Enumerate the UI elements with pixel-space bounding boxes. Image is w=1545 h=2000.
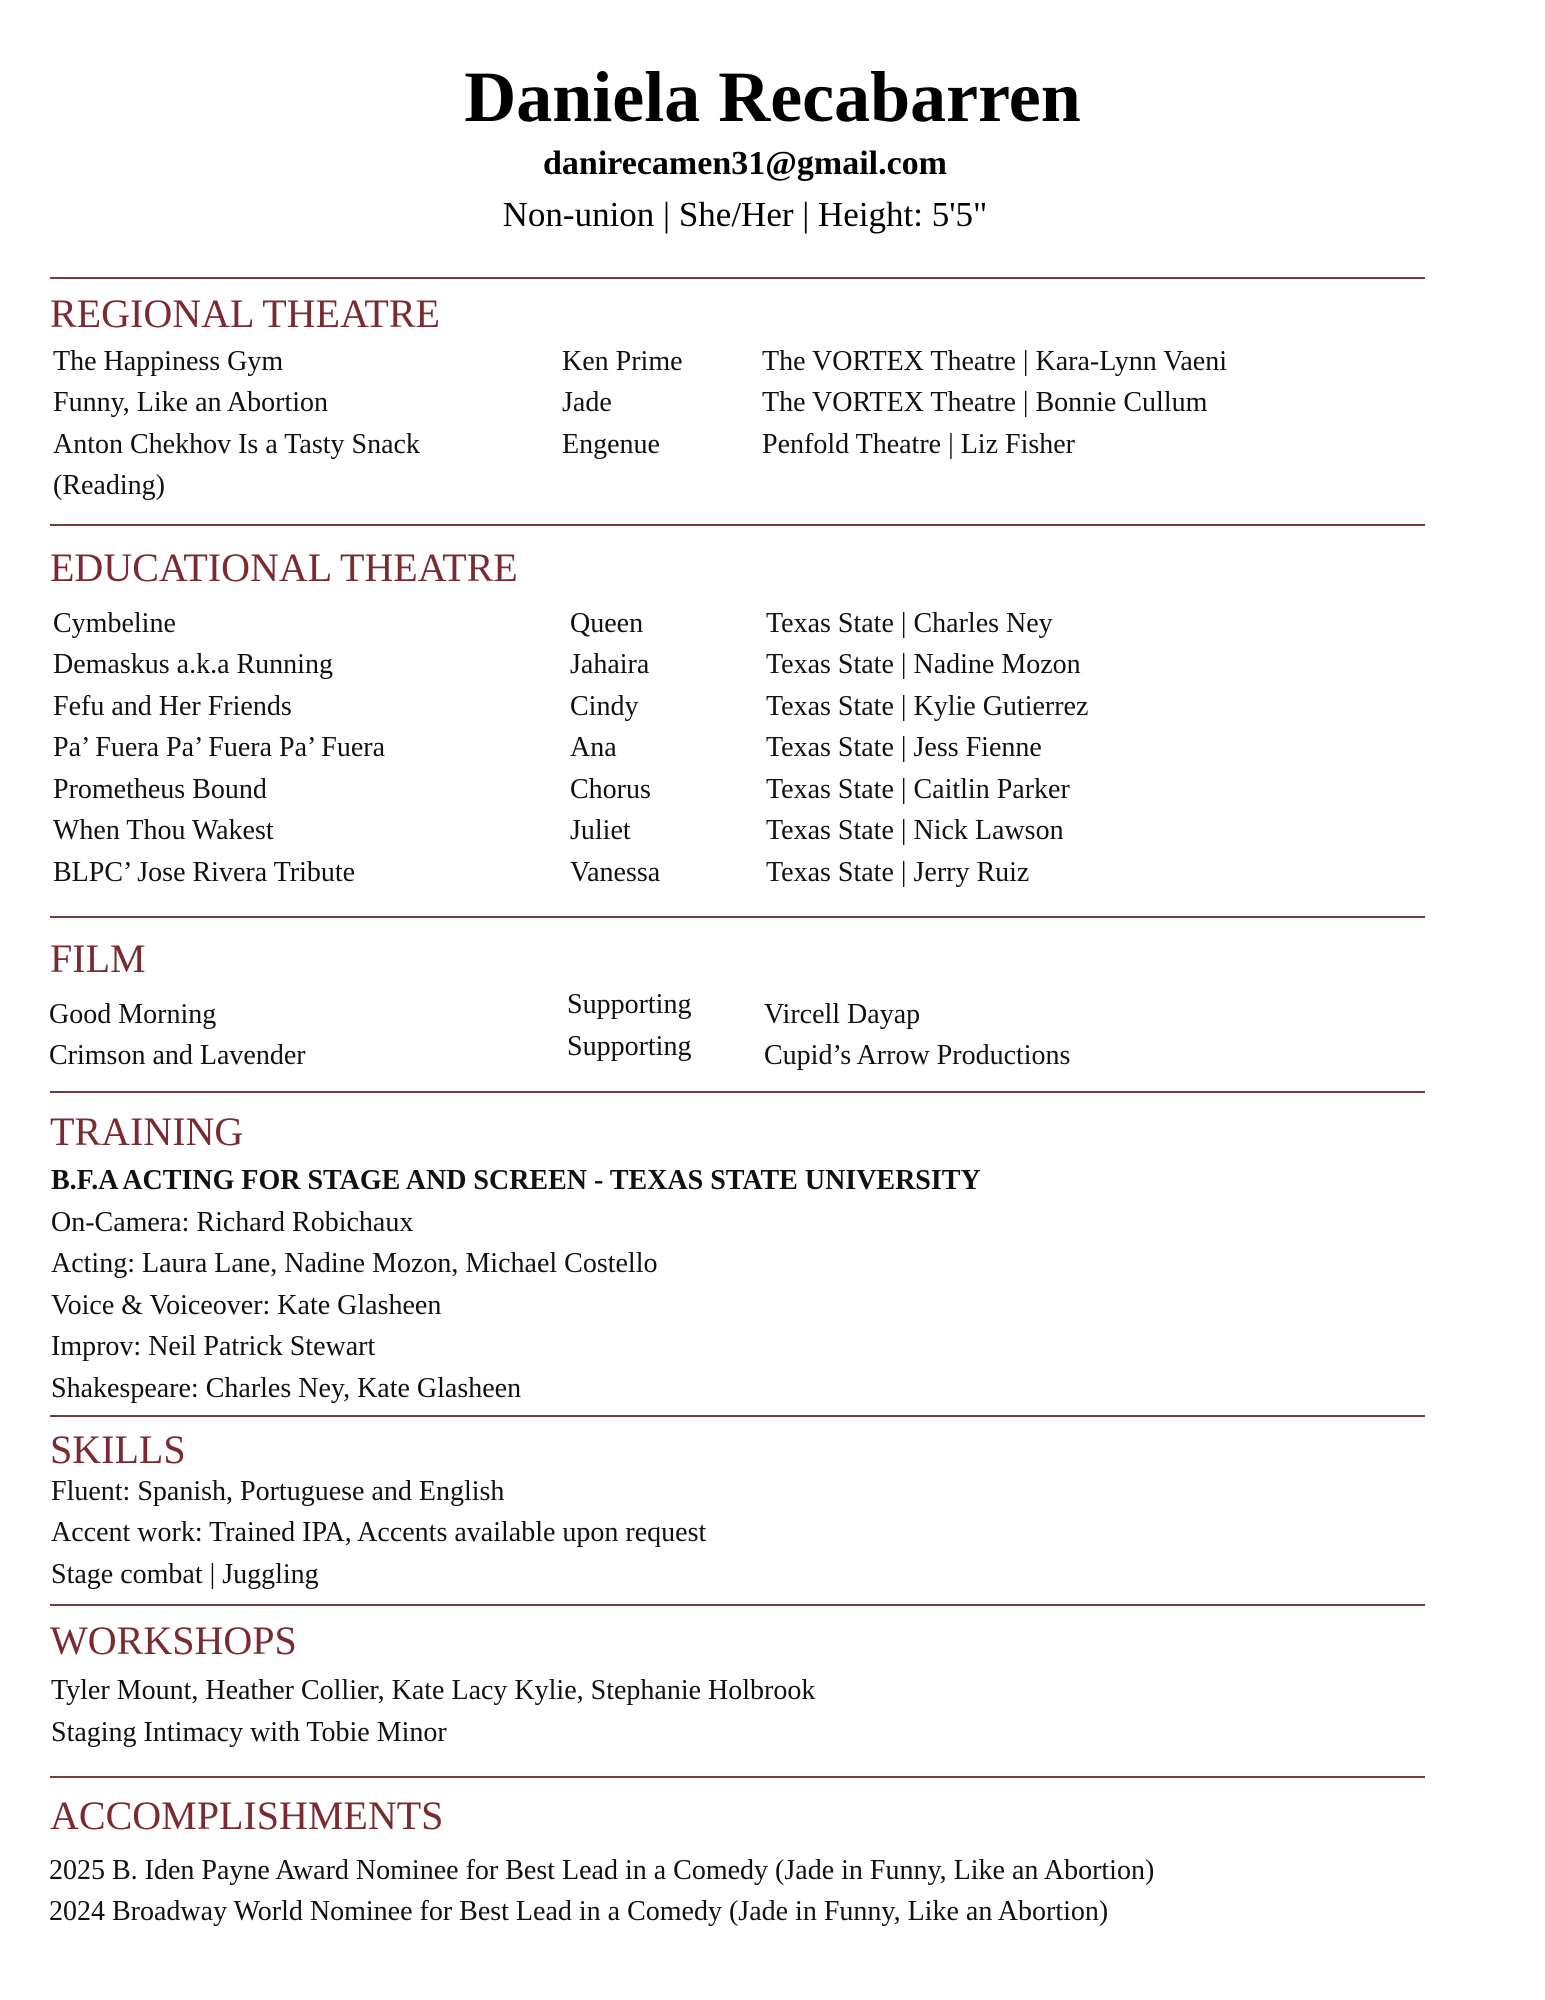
candidate-info: Non-union | She/Her | Height: 5'5": [502, 195, 988, 234]
credit-show: Fefu and Her Friends: [53, 691, 292, 722]
workshop-line: Staging Intimacy with Tobie Minor: [51, 1717, 447, 1748]
skill-line: Stage combat | Juggling: [51, 1559, 319, 1590]
accomplishment-line: 2025 B. Iden Payne Award Nominee for Best Lead in a Comedy (Jade in Funny, Like an Abortion): [49, 1855, 1155, 1886]
credit-role: Ken Prime: [562, 346, 683, 377]
divider: [50, 1776, 1425, 1778]
credit-role: Jahaira: [570, 649, 650, 680]
credit-show: The Happiness Gym: [53, 346, 284, 377]
credit-show-continued: (Reading): [53, 470, 165, 501]
divider: [50, 524, 1425, 526]
credit-venue: Texas State | Caitlin Parker: [766, 774, 1070, 805]
credit-role: Juliet: [570, 815, 631, 846]
credit-role: Cindy: [570, 691, 639, 722]
credit-role: Engenue: [562, 429, 660, 460]
accomplishment-line: 2024 Broadway World Nominee for Best Lead in a Comedy (Jade in Funny, Like an Abortion): [49, 1896, 1109, 1927]
credit-venue: Texas State | Charles Ney: [766, 608, 1053, 639]
credit-show: When Thou Wakest: [53, 815, 274, 846]
credit-show: Good Morning: [49, 999, 217, 1030]
section-title-educational-theatre: EDUCATIONAL THEATRE: [50, 545, 518, 590]
skill-line: Fluent: Spanish, Portuguese and English: [51, 1476, 505, 1507]
divider: [50, 1091, 1425, 1093]
credit-role: Vanessa: [570, 857, 661, 888]
credit-show: BLPC’ Jose Rivera Tribute: [53, 857, 356, 888]
credit-show: Pa’ Fuera Pa’ Fuera Pa’ Fuera: [53, 732, 385, 763]
workshop-line: Tyler Mount, Heather Collier, Kate Lacy Kylie, Stephanie Holbrook: [51, 1675, 816, 1706]
degree-title: B.F.A ACTING FOR STAGE AND SCREEN - TEXAS STATE UNIVERSITY: [51, 1165, 981, 1196]
training-line: Acting: Laura Lane, Nadine Mozon, Michael Costello: [51, 1248, 658, 1279]
section-title-training: TRAINING: [50, 1109, 244, 1154]
credit-venue: Texas State | Kylie Gutierrez: [766, 691, 1089, 722]
credit-role: Ana: [570, 732, 617, 763]
credit-show: Cymbeline: [53, 608, 176, 639]
divider: [50, 1604, 1425, 1606]
training-line: Improv: Neil Patrick Stewart: [51, 1331, 376, 1362]
credit-role: Queen: [570, 608, 644, 639]
credit-role: Chorus: [570, 774, 651, 805]
credit-venue: Vircell Dayap: [764, 999, 921, 1030]
divider: [50, 277, 1425, 279]
section-title-regional-theatre: REGIONAL THEATRE: [50, 291, 440, 336]
credit-show: Anton Chekhov Is a Tasty Snack: [53, 429, 420, 460]
credit-venue: Texas State | Jerry Ruiz: [766, 857, 1030, 888]
credit-show: Crimson and Lavender: [49, 1040, 306, 1071]
section-title-accomplishments: ACCOMPLISHMENTS: [50, 1793, 444, 1838]
credit-venue: Texas State | Nick Lawson: [766, 815, 1064, 846]
credit-venue: The VORTEX Theatre | Kara-Lynn Vaeni: [762, 346, 1228, 377]
candidate-name: Daniela Recabarren: [464, 57, 1081, 137]
skill-line: Accent work: Trained IPA, Accents available upon request: [51, 1517, 707, 1548]
section-title-workshops: WORKSHOPS: [50, 1618, 297, 1663]
credit-show: Prometheus Bound: [53, 774, 267, 805]
credit-venue: The VORTEX Theatre | Bonnie Cullum: [762, 387, 1208, 418]
section-title-film: FILM: [50, 936, 146, 981]
training-line: Shakespeare: Charles Ney, Kate Glasheen: [51, 1373, 522, 1404]
credit-role: Jade: [562, 387, 612, 418]
training-line: Voice & Voiceover: Kate Glasheen: [51, 1290, 442, 1321]
divider: [50, 1415, 1425, 1417]
section-title-skills: SKILLS: [50, 1427, 186, 1472]
credit-role: Supporting: [567, 1031, 692, 1062]
divider: [50, 916, 1425, 918]
credit-show: Demaskus a.k.a Running: [53, 649, 333, 680]
contact-email[interactable]: danirecamen31@gmail.com: [543, 145, 947, 182]
credit-show: Funny, Like an Abortion: [53, 387, 329, 418]
credit-venue: Texas State | Jess Fienne: [766, 732, 1042, 763]
credit-venue: Cupid’s Arrow Productions: [764, 1040, 1071, 1071]
credit-venue: Texas State | Nadine Mozon: [766, 649, 1081, 680]
credit-role: Supporting: [567, 989, 692, 1020]
credit-venue: Penfold Theatre | Liz Fisher: [762, 429, 1076, 460]
training-line: On-Camera: Richard Robichaux: [51, 1207, 414, 1238]
